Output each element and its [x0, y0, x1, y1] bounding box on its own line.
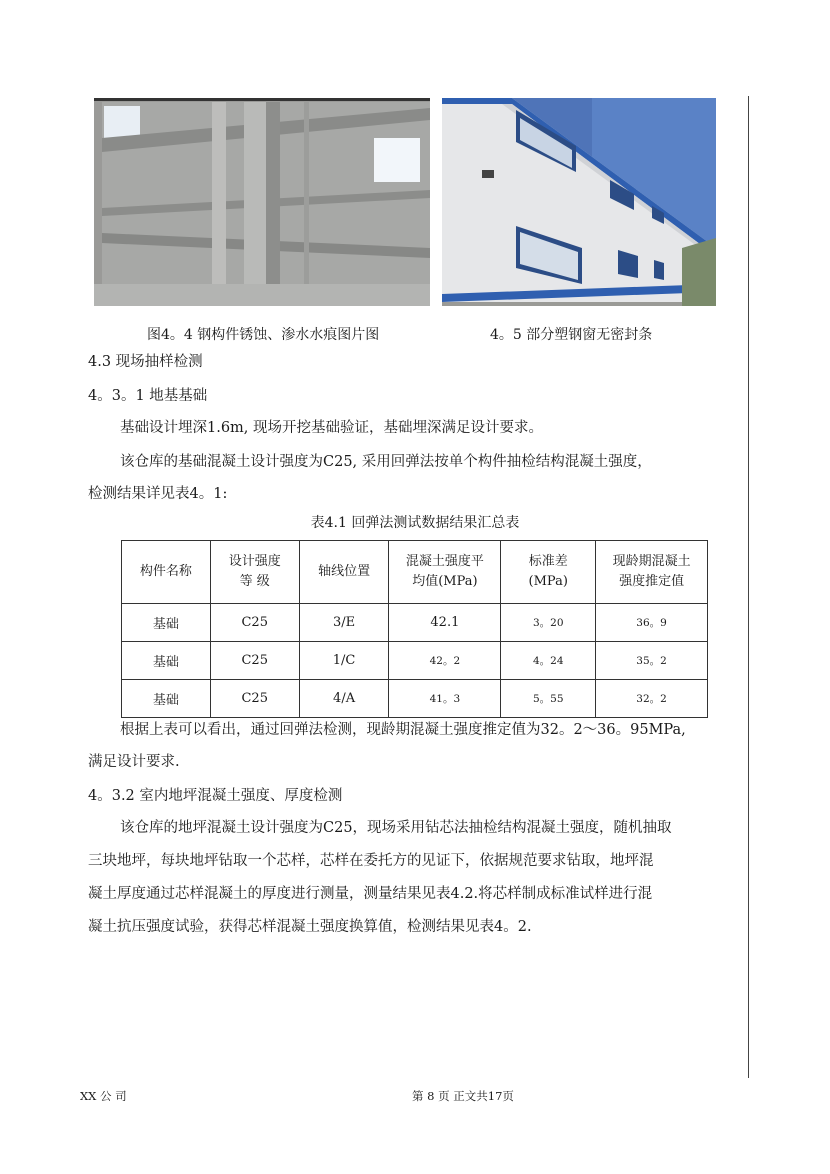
paragraph-rebound-method-line2: 检测结果详见表4。1: — [88, 486, 228, 502]
paragraph-floor-line2: 三块地坪，每块地坪钻取一个芯样，芯样在委托方的见证下，依据规范要求钻取，地坪混 — [88, 853, 654, 869]
cell-mean: 42.1 — [389, 604, 501, 642]
paragraph-floor-line4: 凝土抗压强度试验，获得芯样混凝土强度换算值，检测结果见表4。2. — [88, 919, 532, 935]
paragraph-floor-line1: 该仓库的地坪混凝土设计强度为C25，现场采用钻芯法抽检结构混凝土强度，随机抽取 — [120, 820, 672, 836]
header-axis-position: 轴线位置 — [299, 541, 389, 604]
cell-stddev: 3。20 — [501, 604, 596, 642]
section-heading-4-3: 4.3 现场抽样检测 — [88, 354, 203, 370]
header-design-strength: 设计强度 等 级 — [210, 541, 299, 604]
footer-company: XX 公 司 — [80, 1089, 127, 1103]
cell-grade: C25 — [210, 642, 299, 680]
header-member-name: 构件名称 — [122, 541, 211, 604]
paragraph-foundation-depth: 基础设计埋深1.6m, 现场开挖基础验证，基础埋深满足设计要求。 — [120, 420, 544, 436]
header-estimated-strength: 现龄期混凝土 强度推定值 — [596, 541, 708, 604]
table-row — [122, 604, 708, 642]
cell-mean: 41。3 — [389, 680, 501, 718]
cell-estimate: 32。2 — [596, 680, 708, 718]
photo-warehouse-windows — [442, 98, 716, 306]
photo-steel-rust — [94, 98, 430, 306]
paragraph-floor-line3: 凝土厚度通过芯样混凝土的厚度进行测量，测量结果见表4.2.将芯样制成标准试样进行混 — [88, 886, 653, 902]
cell-grade: C25 — [210, 680, 299, 718]
cell-estimate: 36。9 — [596, 604, 708, 642]
cell-mean: 42。2 — [389, 642, 501, 680]
cell-axis: 1/C — [299, 642, 389, 680]
header-std-dev: 标准差 (MPa) — [501, 541, 596, 604]
paragraph-rebound-method-line1: 该仓库的基础混凝土设计强度为C25, 采用回弹法按单个构件抽检结构混凝土强度， — [120, 454, 652, 470]
figure-caption-left: 图4。4 钢构件锈蚀、渗水水痕图片图 — [147, 327, 380, 343]
cell-member: 基础 — [122, 680, 211, 718]
paragraph-conclusion-line1: 根据上表可以看出，通过回弹法检测，现龄期混凝土强度推定值为32。2～36。95MPa, — [120, 722, 686, 738]
section-heading-4-3-1: 4。3。1 地基基础 — [88, 388, 208, 404]
rebound-results-table — [121, 540, 708, 718]
table-row — [122, 680, 708, 718]
header-mean-strength: 混凝土强度平 均值(MPa) — [389, 541, 501, 604]
table-title: 表4.1 回弹法测试数据结果汇总表 — [310, 515, 520, 531]
cell-stddev: 5。55 — [501, 680, 596, 718]
cell-grade: C25 — [210, 604, 299, 642]
cell-stddev: 4。24 — [501, 642, 596, 680]
footer-page-number: 第 8 页 正文共17页 — [412, 1089, 514, 1103]
right-margin-rule — [748, 96, 749, 1078]
cell-estimate: 35。2 — [596, 642, 708, 680]
cell-member: 基础 — [122, 642, 211, 680]
section-heading-4-3-2: 4。3.2 室内地坪混凝土强度、厚度检测 — [88, 788, 343, 804]
table-header-row — [122, 541, 708, 604]
cell-axis: 4/A — [299, 680, 389, 718]
table-row — [122, 642, 708, 680]
cell-axis: 3/E — [299, 604, 389, 642]
cell-member: 基础 — [122, 604, 211, 642]
figure-caption-right: 4。5 部分塑钢窗无密封条 — [490, 327, 653, 343]
paragraph-conclusion-line2: 满足设计要求. — [88, 754, 180, 770]
